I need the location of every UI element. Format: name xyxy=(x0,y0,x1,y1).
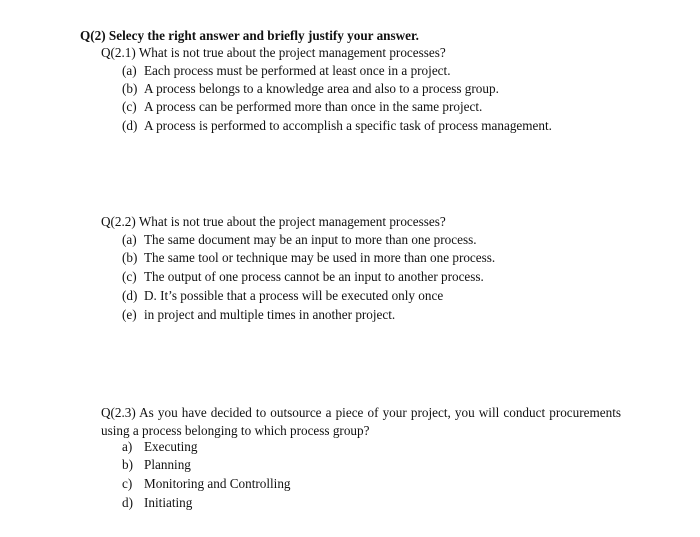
question-2-1-option-a xyxy=(122,62,451,80)
option-text: A process is performed to accomplish a specific task of process management. xyxy=(144,118,552,133)
option-text: The same tool or technique may be used in more than one process. xyxy=(144,250,496,265)
option-tag: (d) xyxy=(122,288,138,303)
option-tag: (d) xyxy=(122,118,138,133)
option-tag: d) xyxy=(122,495,133,510)
question-2-1-option-b xyxy=(122,80,499,98)
question-2-2-option-d xyxy=(122,287,443,305)
option-text: Planning xyxy=(144,457,191,472)
option-text: Executing xyxy=(144,439,198,454)
option-tag: (b) xyxy=(122,250,138,265)
option-text: The output of one process cannot be an input to another process. xyxy=(144,269,484,284)
question-2-2-stem: Q(2.2) What is not true about the project management processes? xyxy=(101,214,446,229)
question-2-1-option-d xyxy=(122,117,552,135)
section-title: Q(2) Selecy the right answer and briefly justify your answer. xyxy=(80,28,419,43)
question-2-2-option-b xyxy=(122,249,495,267)
option-tag: (c) xyxy=(122,99,137,114)
option-tag: c) xyxy=(122,476,133,491)
option-text: A process can be performed more than once in the same project. xyxy=(144,99,483,114)
option-tag: (a) xyxy=(122,232,137,247)
question-2-2-option-e xyxy=(122,306,395,324)
option-tag: b) xyxy=(122,457,133,472)
question-2-3-stem: Q(2.3) As you have decided to outsource a piece of your project, you will conduct procurements using a process belonging to which process group? xyxy=(101,405,621,438)
option-text: in project and multiple times in another project. xyxy=(144,307,396,322)
question-2-3-option-b xyxy=(122,456,191,474)
question-2-1-option-c xyxy=(122,98,482,116)
question-2-1-stem: Q(2.1) What is not true about the project management processes? xyxy=(101,45,446,60)
option-text: Each process must be performed at least once in a project. xyxy=(144,63,451,78)
option-tag: a) xyxy=(122,439,133,454)
option-text: A process belongs to a knowledge area and also to a process group. xyxy=(144,81,499,96)
option-text: D. It’s possible that a process will be executed only once xyxy=(144,288,444,303)
option-tag: (c) xyxy=(122,269,137,284)
question-2-3-option-a xyxy=(122,438,197,456)
question-2-3-option-c xyxy=(122,475,291,493)
option-tag: (b) xyxy=(122,81,138,96)
option-text: Monitoring and Controlling xyxy=(144,476,291,491)
option-tag: (e) xyxy=(122,307,137,322)
question-2-2-option-a xyxy=(122,231,477,249)
option-text: Initiating xyxy=(144,495,193,510)
option-tag: (a) xyxy=(122,63,137,78)
option-text: The same document may be an input to more than one process. xyxy=(144,232,477,247)
question-2-3-option-d xyxy=(122,494,192,512)
question-2-2-option-c xyxy=(122,268,484,286)
